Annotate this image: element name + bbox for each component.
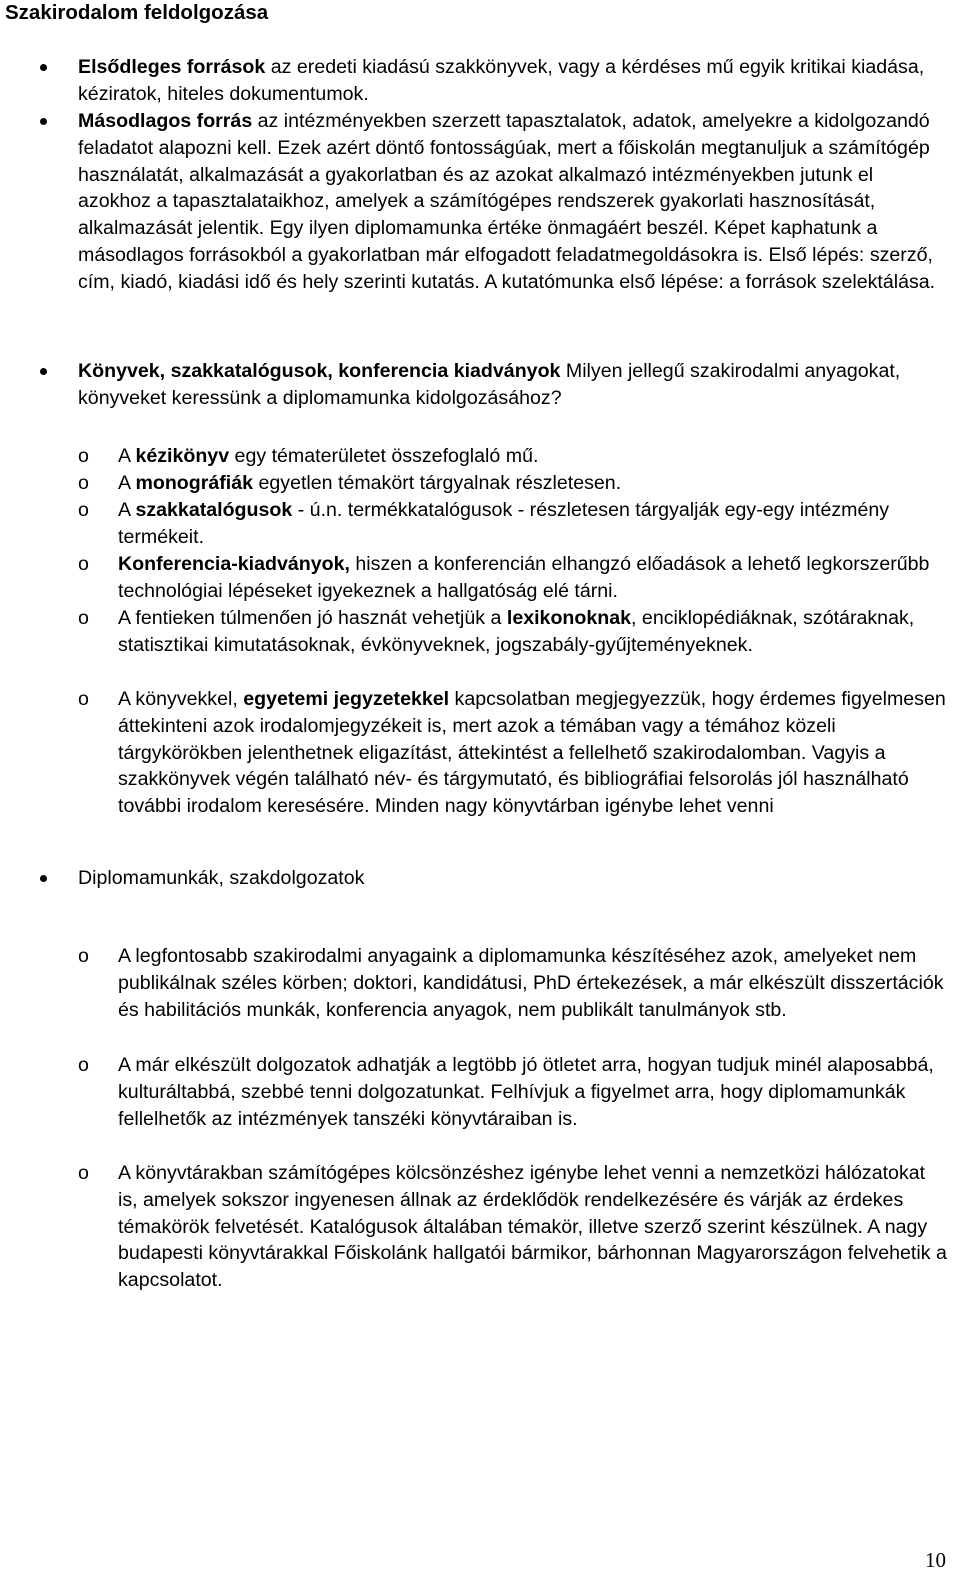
primary-sources-text — [78, 54, 950, 108]
list-marker: o — [78, 472, 89, 494]
list-item: o A könyvekkel, egyetemi jegyzetekkel kapcsolatban megjegyezzük, hogy érdemes figyelmesen áttekinteni azok irodalomjegyzékeit is, mert azok a témában vagy a témához közeli tárgykörökben jelenthetnek eligazítást, áttekintést a fellelhető szakirodalomban. Vagyis a szakkönyvek végén található név- és tárgymutató, és bibliográfiai felsorolás jól használható további irodalom keresésére. Minden nagy könyvtárban igénybe lehet venni — [78, 688, 946, 818]
bullet-icon — [40, 118, 47, 125]
secondary-explanation: Ezek azért döntő fontosságúak, mert a főiskolán megtanuljuk a számítógép használatát, alkalmazását a gyakorlatban és az azokat alkalmazó intézményekben jutunk el azokhoz a tapasztalataikhoz, amelyek a számítógépes rendszerek gyakorlati hasznosítását, alkalmazását jelentik. Egy ilyen diplomamunka értéke önmagáért beszél. Képet kaphatunk a másodlagos forrásokból a gyakorlatban már elfogadott feladatmegoldásokra is. Első lépés: szerző, cím, kiadó, kiadási idő és hely szerinti kutatás. A kutatómunka első lépése: a források szelektálása. — [78, 136, 936, 293]
list-marker: o — [78, 945, 89, 967]
list-marker: o — [78, 499, 89, 521]
page-title: Szakirodalom feldolgozása — [5, 1, 269, 24]
list-item: o A szakkatalógusok - ú.n. termékkatalógusok - részletesen tárgyalják egy-egy intézmény termékeit. — [78, 499, 890, 548]
books-text — [78, 358, 950, 412]
list-item: o A könyvtárakban számítógépes kölcsönzéshez igénybe lehet venni a nemzetközi hálózatokat is, amelyek sokszor ingyenesen állnak az érdeklődök rendelkezésére és várják az érdekes témakörök felvetését. Katalógusok általában témakör, illetve szerző szerint készülnek. A nagy budapesti könyvtárakkal Főiskolánk hallgatói bármikor, bárhonnan Magyarországon felvehetik a kapcsolatot. — [78, 1162, 947, 1292]
bullet-theses — [78, 865, 950, 892]
list-marker: o — [78, 553, 89, 575]
list-marker: o — [78, 1162, 89, 1184]
books-desc: Milyen jellegű szakirodalmi anyagokat, könyveket keressünk a diplomamunka kidolgozásához? — [78, 360, 901, 409]
secondary-desc: az intézményekben szerzett tapasztalatok, adatok, amelyekre a kidolgozandó feladatot alapozni kell. — [78, 110, 930, 159]
bullet-icon — [40, 368, 47, 375]
list-marker: o — [78, 1054, 89, 1076]
list-item: o A monográfiák egyetlen témakört tárgyalnak részletesen. — [118, 470, 950, 497]
secondary-term: Másodlagos forrás — [78, 110, 253, 132]
bullet-icon — [40, 64, 47, 71]
secondary-sources-text — [78, 108, 950, 296]
list-item: o A kézikönyv egy tématerületet összefoglaló mű. — [118, 443, 950, 470]
list-item: o A fentieken túlmenően jó hasznát vehetjük a lexikonoknak, enciklopédiáknak, szótáraknak, statisztikai kimutatásoknak, évkönyveknek, jogszabály-gyűjteményeknek. — [78, 607, 915, 656]
theses-term: Diplomamunkák, szakdolgozatok — [78, 867, 365, 889]
list-item: o A már elkészült dolgozatok adhatják a legtöbb jó ötletet arra, hogyan tudjuk minél alaposabbá, kulturáltabbá, szebbé tenni dolgozatunkat. Felhívjuk a figyelmet arra, hogy diplomamunkák fellelhetők az intézmények tanszéki könyvtáraiban is. — [78, 1054, 934, 1130]
bullet-secondary-sources — [78, 108, 950, 296]
bullet-icon — [40, 875, 47, 882]
books-term: Könyvek, szakkatalógusok, konferencia kiadványok — [78, 360, 561, 382]
list-marker: o — [78, 607, 89, 629]
primary-desc: az eredeti kiadású szakkönyvek, vagy a kérdéses mű egyik kritikai kiadása, kéziratok, hiteles dokumentumok. — [78, 56, 925, 105]
bullet-books — [78, 358, 950, 412]
list-marker: o — [78, 445, 89, 467]
list-item: o Konferencia-kiadványok, hiszen a konferencián elhangzó előadások a lehető legkorszerűbb technológiai lépéseket igyekeznek a hallgatóság elé tárni. — [78, 553, 930, 602]
list-marker: o — [78, 688, 89, 710]
page-number: 10 — [925, 1548, 946, 1572]
list-item: o A legfontosabb szakirodalmi anyagaink a diplomamunka készítéséhez azok, amelyeket nem publikálnak széles körben; doktori, kandidátusi, PhD értekezések, a már elkészült disszertációk és habilitációs munkák, konferencia anyagok, nem publikált tanulmányok stb. — [78, 945, 944, 1021]
primary-term: Elsődleges források — [78, 56, 266, 78]
bullet-primary-sources — [78, 54, 950, 108]
